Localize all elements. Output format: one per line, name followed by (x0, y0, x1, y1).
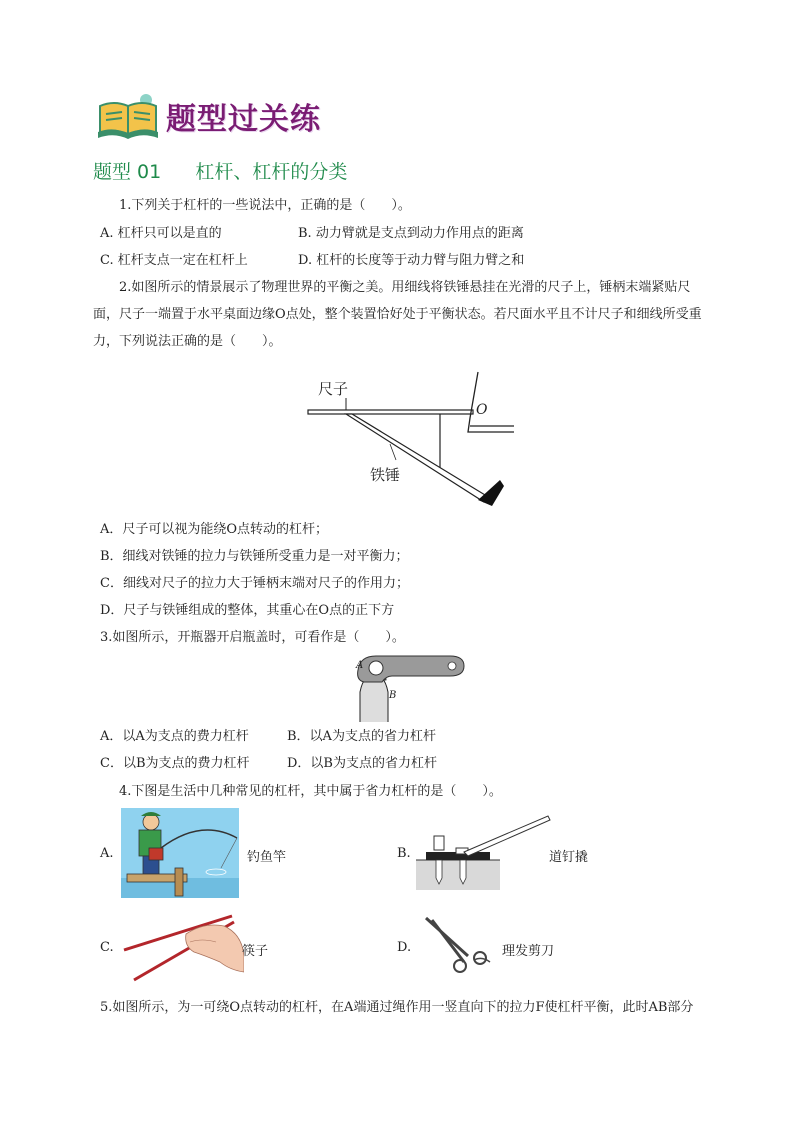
q2-option-c: C．细线对尺子的拉力大于锤柄末端对尺子的作用力； (100, 576, 409, 591)
section-title: 杠杆、杠杆的分类 (195, 161, 348, 183)
ruler-label: 尺子 (318, 380, 349, 398)
page-title: 题型过关练 (166, 102, 321, 137)
q2-option-d: D．尺子与铁锤组成的整体，其重心在O点的正下方 (100, 603, 395, 618)
q4-option-c-letter: C. (100, 940, 114, 955)
section-heading (93, 157, 347, 184)
q2-option-b: B．细线对铁锤的拉力与铁锤所受重力是一对平衡力； (100, 549, 409, 564)
q3-stem: 3.如图所示，开瓶器开启瓶盖时，可看作是（ ）。 (100, 630, 405, 645)
point-o-label: O (476, 402, 488, 418)
q3-option-d: D．以B为支点的省力杠杆 (287, 756, 437, 771)
hammer-label: 铁锤 (370, 466, 401, 484)
scissors-image (424, 916, 494, 978)
q5-stem: 5.如图所示，为一可绕O点转动的杠杆，在A端通过绳作用一竖直向下的拉力F使杠杆平衡，此时AB部分 (100, 1000, 694, 1015)
crowbar-image (416, 814, 552, 890)
q4-option-a-letter: A. (100, 846, 114, 861)
q1-option-c: C. 杠杆支点一定在杠杆上 (100, 253, 248, 268)
q2-option-a: A．尺子可以视为能绕O点转动的杠杆； (100, 522, 329, 537)
chopsticks-image (120, 912, 244, 984)
q3-option-c: C．以B为支点的费力杠杆 (100, 756, 250, 771)
q4-stem: 4.下图是生活中几种常见的杠杆，其中属于省力杠杆的是（ ）。 (119, 784, 502, 799)
q4-option-a-name: 钓鱼竿 (247, 850, 287, 865)
q3-option-b: B．以A为支点的省力杠杆 (287, 729, 436, 744)
q4-option-b-name: 道钉撬 (549, 850, 589, 865)
q1-stem: 1.下列关于杠杆的一些说法中，正确的是（ ）。 (119, 198, 411, 213)
q4-option-c-name: 筷子 (242, 944, 269, 959)
q1-option-d: D. 杠杆的长度等于动力臂与阻力臂之和 (298, 253, 525, 268)
q4-option-d-name: 理发剪刀 (502, 944, 555, 959)
label-b: B (389, 690, 397, 701)
section-label: 题型 01 (93, 161, 162, 183)
q4-option-d-letter: D. (397, 940, 412, 955)
label-a: A (356, 660, 364, 671)
book-icon (96, 92, 162, 140)
q3-option-a: A．以A为支点的费力杠杆 (100, 729, 249, 744)
q1-option-b: B. 动力臂就是支点到动力作用点的距离 (298, 226, 524, 241)
q1-option-a: A. 杠杆只可以是直的 (100, 226, 222, 241)
fishing-rod-image (121, 808, 239, 898)
q2-stem: 2.如图所示的情景展示了物理世界的平衡之美。用细线将铁锤悬挂在光滑的尺子上，锤柄末端紧贴尺面，尺子一端置于水平桌面边缘O点处，整个装置恰好处于平衡状态。若尺面水平且不计尺子和细线所受重力，下列说法正确的是（ ）。 (93, 280, 702, 349)
q4-option-b-letter: B. (397, 846, 411, 861)
bottle-opener-diagram (352, 652, 472, 722)
